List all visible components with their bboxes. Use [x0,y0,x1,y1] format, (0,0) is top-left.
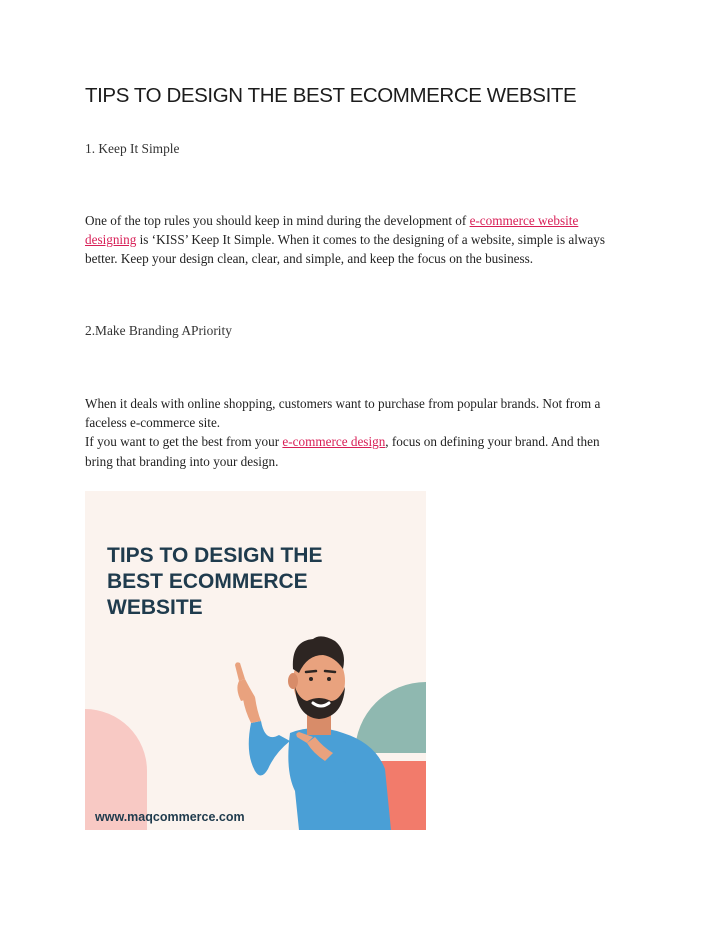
section-heading-keep-it-simple: 1. Keep It Simple [85,141,180,156]
paragraph-text: If you want to get the best from your [85,434,283,450]
section-heading-branding: 2.Make Branding APriority [85,323,232,338]
ecommerce-design-link[interactable]: e-commerce design [282,434,386,450]
banner-title-line1: TIPS TO DESIGN THE [107,544,323,567]
paragraph-keep-it-simple [85,211,630,269]
paragraph-text: One of the top rules you should keep in mind during the development of [85,213,470,228]
paragraph-text: When it deals with online shopping, customers want to purchase from popular brands. Not from a faceless e-commerce site. [85,396,601,431]
paragraph-text: , focus on defining your brand. And then bring that branding into your design. [85,434,600,469]
banner-image [85,491,426,830]
document-title: TIPS TO DESIGN THE BEST ECOMMERCE WEBSITE [85,84,577,107]
banner-url: www.maqcommerce.com [95,810,245,824]
ecommerce-website-designing-link[interactable]: e-commerce website designing [85,213,579,248]
banner-title-line3: WEBSITE [107,596,203,619]
banner-title-line2: BEST ECOMMERCE [107,570,308,593]
paragraph-text: is ‘KISS’ Keep It Simple. When it comes to the designing of a website, simple is always better. Keep your design clean, clear, and simple, and keep the focus on the business. [85,232,605,267]
paragraph-branding [85,394,630,471]
